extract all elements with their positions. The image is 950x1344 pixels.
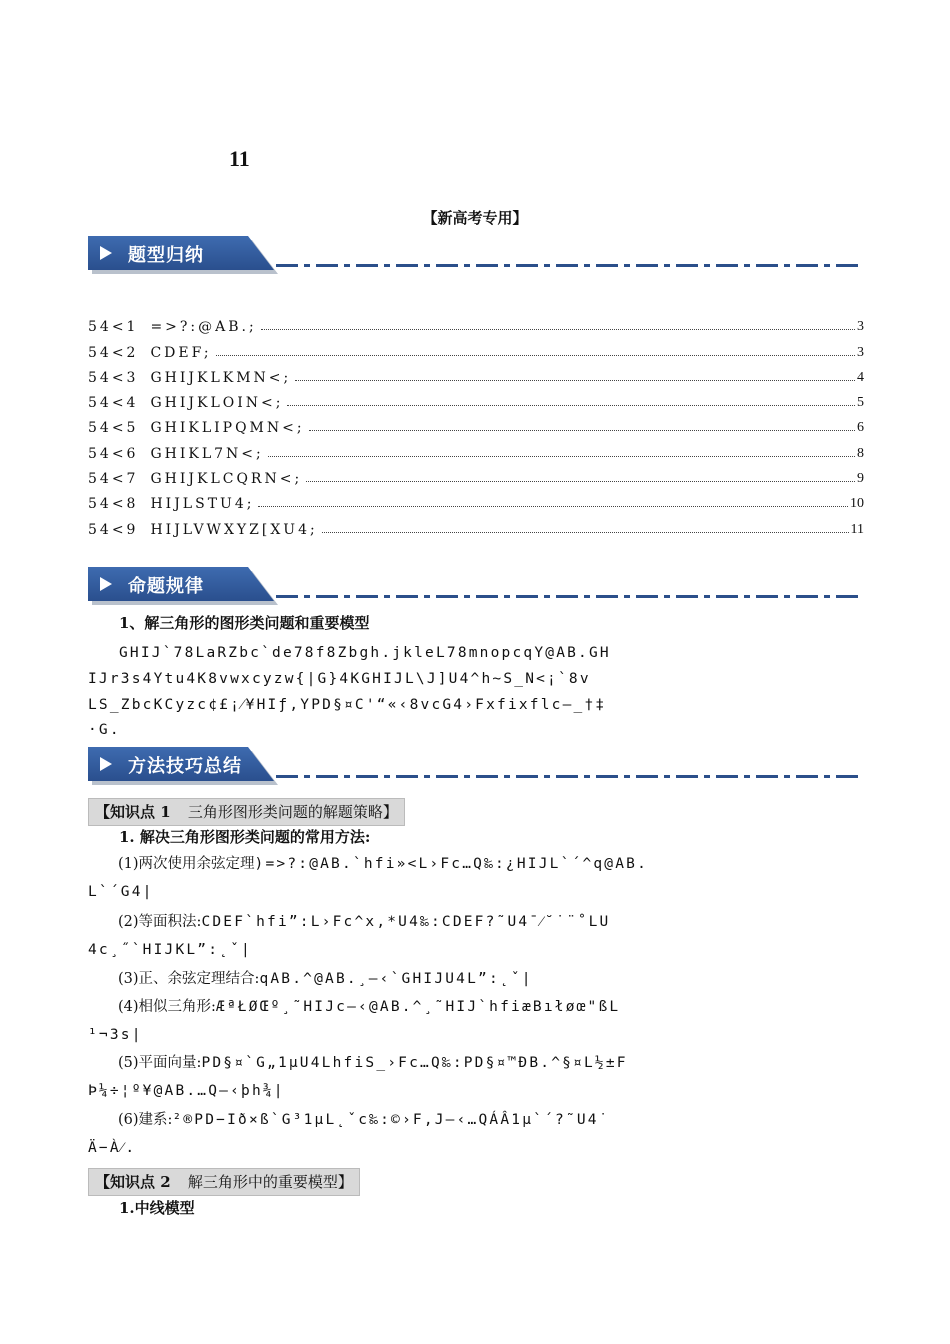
- kp-label: 【知识点 2: [95, 1173, 171, 1191]
- method-text: CDEF`hfi”:L›Fc^x,*U4‰:CDEF?˜U4¯⁄˘˙¨˚LU: [201, 914, 611, 930]
- toc-number: 54<7: [88, 471, 139, 488]
- toc-item[interactable]: [88, 386, 864, 411]
- toc-title: GHIKLIPQMN<;: [150, 420, 305, 437]
- method-text: PD§¤`G„1µU4LhfiS_›Fc…Q‰:PD§¤™ÐB.^§¤L½±F: [201, 1055, 628, 1071]
- method-lead: (4)相似三角形:: [118, 999, 216, 1015]
- toc-page: 4: [857, 369, 864, 385]
- dash-divider: [276, 595, 863, 598]
- toc-title: GHIKL7N<;: [150, 445, 264, 462]
- knowledge-point-1-box: [88, 798, 405, 826]
- toc-leader: [261, 329, 855, 330]
- toc-number: 54<4: [88, 395, 139, 412]
- toc-leader: [268, 456, 855, 457]
- method-lead: (1)两次使用余弦定理: [118, 856, 255, 872]
- toc-item[interactable]: [88, 335, 864, 360]
- dash-divider: [276, 264, 863, 267]
- toc-title: =>?:@AB.;: [150, 319, 257, 336]
- chapter-number: 11: [229, 146, 250, 171]
- dash-divider: [276, 775, 863, 778]
- method-5: [88, 1049, 864, 1105]
- method-cont: L`´G4|: [88, 884, 154, 900]
- method-4: [88, 993, 864, 1049]
- toc-title: CDEF;: [150, 344, 212, 361]
- toc-page: 9: [857, 471, 864, 487]
- method-cont: Ä−À⁄.: [88, 1140, 137, 1156]
- rules-line-1: GHIJ`78LaRZbc`de78f8Zbgh.jkleL78mnopcqY@AB.GH: [119, 645, 611, 661]
- toc-title: HIJLVWXYZ[XU4;: [150, 521, 318, 538]
- toc-page: 11: [850, 521, 864, 537]
- toc-title: GHIJKLOIN<;: [150, 395, 284, 412]
- method-text: qAB.^@AB.¸—‹`GHIJU4L”:˛ˇ|: [259, 971, 533, 987]
- toc-item[interactable]: [88, 310, 864, 335]
- method-cont: ¹¬3s|: [88, 1027, 143, 1043]
- rules-line-2: IJr3s4Ytu4K8vwxcyzw{|G}4KGHIJL\J]U4^h~S_N<¡`8v: [88, 671, 591, 687]
- banner-label: 方法技巧总结: [128, 756, 242, 777]
- method-cont: 4c¸˝`HIJKL”:˛ˇ|: [88, 942, 252, 958]
- toc-item[interactable]: [88, 462, 864, 487]
- method-cont: Þ¼÷¦º¥@AB.…Q—‹þh¾|: [88, 1083, 285, 1099]
- kp-label: 【知识点 1: [95, 803, 171, 821]
- toc-item[interactable]: [88, 512, 864, 537]
- toc-number: 54<6: [88, 445, 139, 462]
- kp-title: 解三角形中的重要模型】: [187, 1173, 353, 1191]
- toc-number: 54<3: [88, 369, 139, 386]
- play-arrow-icon: [100, 577, 112, 591]
- toc-title: GHIJKLCQRN<;: [150, 471, 303, 488]
- play-arrow-icon: [100, 757, 112, 771]
- method-lead: (5)平面向量:: [118, 1055, 202, 1071]
- method-6: [88, 1106, 864, 1162]
- method-text: ²®PD−Ið×ß`G³1µL˛ˇc‰:©›F,J—‹…QÁÂ1µ`´?˜U4˙: [172, 1112, 610, 1128]
- toc-item[interactable]: [88, 436, 864, 461]
- toc-item[interactable]: [88, 487, 864, 512]
- rules-line-4: ·G.: [88, 722, 121, 738]
- rules-line-3: LS_ZbcKCyzc¢£¡⁄¥HIƒ,YPD§¤C'“«‹8vcG4›Fxfixflc–_†‡: [88, 697, 607, 713]
- method-1: [88, 850, 864, 906]
- method-3: [88, 965, 864, 993]
- method-lead: (3)正、余弦定理结合:: [118, 971, 260, 987]
- toc-title: HIJLSTU4;: [150, 496, 255, 513]
- method-lead: (2)等面积法:: [118, 914, 202, 930]
- kp1-intro: 1. 解决三角形图形类问题的常用方法:: [119, 828, 371, 846]
- toc-page: 3: [857, 319, 864, 335]
- play-arrow-icon: [100, 246, 112, 260]
- toc-number: 54<1: [88, 319, 139, 336]
- method-lead: (6)建系:: [118, 1112, 173, 1128]
- toc-leader: [216, 355, 855, 356]
- edition-label: 【新高考专用】: [422, 209, 528, 227]
- kp2-first-item: 1.中线模型: [119, 1199, 195, 1217]
- toc-title: GHIJKLKMN<;: [150, 369, 292, 386]
- toc-item[interactable]: [88, 361, 864, 386]
- toc-number: 54<8: [88, 496, 139, 513]
- kp-title: 三角形图形类问题的解题策略】: [187, 803, 398, 821]
- method-text: )=>?:@AB.`hfi»<L›Fc…Q‰:¿HIJL`´^q@AB.: [254, 856, 649, 872]
- method-text: ÆªŁØŒº¸˜HIJc—‹@AB.^¸˜HIJ`hfiæBıłøœ"ßL: [215, 999, 621, 1015]
- banner-methods: [88, 747, 863, 785]
- banner-label: 题型归纳: [128, 245, 204, 266]
- banner-label: 命题规律: [128, 576, 204, 597]
- toc-page: 10: [850, 496, 864, 512]
- toc-leader: [295, 380, 855, 381]
- toc-leader: [287, 405, 855, 406]
- knowledge-point-2-box: [88, 1168, 360, 1196]
- table-of-contents: [88, 310, 864, 538]
- toc-number: 54<5: [88, 420, 139, 437]
- toc-number: 54<9: [88, 521, 139, 538]
- toc-page: 5: [857, 395, 864, 411]
- toc-page: 6: [857, 420, 864, 436]
- toc-item[interactable]: [88, 411, 864, 436]
- toc-leader: [306, 481, 855, 482]
- banner-proposition-rules: [88, 567, 863, 605]
- toc-number: 54<2: [88, 344, 139, 361]
- toc-leader: [322, 532, 849, 533]
- banner-question-types: [88, 236, 863, 274]
- toc-page: 8: [857, 445, 864, 461]
- toc-page: 3: [857, 344, 864, 360]
- toc-leader: [309, 430, 855, 431]
- rules-heading: 1、解三角形的图形类问题和重要模型: [119, 614, 370, 632]
- method-2: [88, 908, 864, 964]
- toc-leader: [258, 506, 848, 507]
